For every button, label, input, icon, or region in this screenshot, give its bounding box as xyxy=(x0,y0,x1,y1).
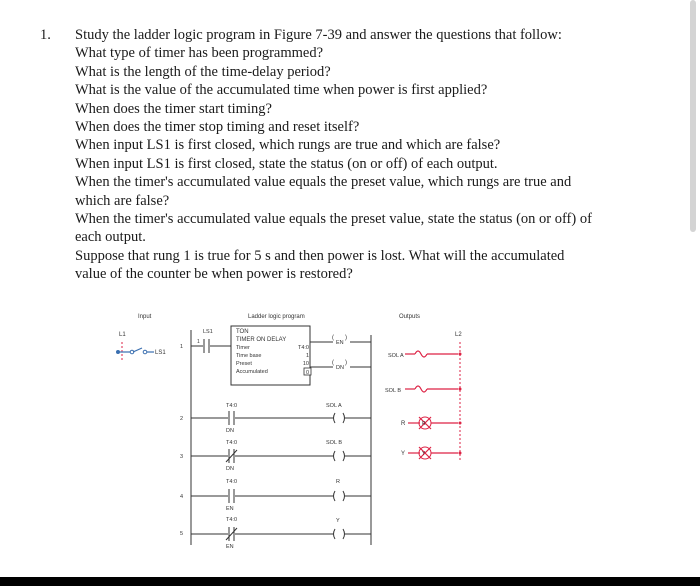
outputs-header: Outputs xyxy=(399,314,421,320)
timebase-label: Time base xyxy=(236,353,262,359)
rung-5 xyxy=(191,517,371,550)
timebase-value: 1 xyxy=(305,353,309,359)
preset-label: Preset xyxy=(236,361,252,367)
question-line: What is the length of the time-delay period? xyxy=(75,63,331,80)
timer-label: Timer xyxy=(236,345,250,351)
timer-name: TIMER ON DELAY xyxy=(236,337,287,343)
bottom-bar xyxy=(0,577,700,586)
dn-close: ) xyxy=(345,360,347,366)
output-r-inner: R xyxy=(422,421,426,427)
output-sol-a xyxy=(388,351,462,359)
rung-contact-bit: DN xyxy=(226,466,234,472)
rung-contact-addr: T4:0 xyxy=(226,440,238,446)
en-close: ) xyxy=(345,335,347,341)
rung-contact-bit: EN xyxy=(226,506,234,512)
timer-value: T4:0 xyxy=(297,345,309,351)
rung-coil-label: SOL B xyxy=(326,440,342,446)
en-open: ( xyxy=(332,335,334,341)
rung-number: 1 xyxy=(180,344,184,350)
rung-number: 5 xyxy=(180,531,184,537)
preset-value: 10 xyxy=(302,361,309,367)
program-header: Ladder logic program xyxy=(248,314,305,320)
rung-contact-addr: T4:0 xyxy=(226,479,238,485)
rung-2 xyxy=(191,403,371,434)
rung-number: 3 xyxy=(180,454,184,460)
output-y-lamp xyxy=(401,447,462,459)
rung-contact-bit: EN xyxy=(226,544,234,550)
output-sol-b-label: SOL B xyxy=(385,388,401,394)
question-line: each output. xyxy=(75,229,146,246)
rung-coil-label: Y xyxy=(336,518,340,524)
rung-coil-label: R xyxy=(336,479,340,485)
input-header: Input xyxy=(138,314,152,320)
solenoid-icon xyxy=(415,386,427,392)
coil-r xyxy=(334,491,345,501)
question-line: which are false? xyxy=(75,192,170,209)
coil-sol-b xyxy=(334,451,345,461)
input-device-label: LS1 xyxy=(155,350,166,356)
rung-coil-label: SOL A xyxy=(326,403,342,409)
output-y-label: Y xyxy=(401,451,406,457)
question-line: What type of timer has been programmed? xyxy=(75,45,324,62)
timer-en: EN xyxy=(336,340,344,346)
output-sol-b xyxy=(385,386,462,394)
output-r-lamp xyxy=(401,417,462,429)
question-line: When the timer's accumulated value equals the preset value, state the status (on or off) of xyxy=(75,211,592,228)
question-line: value of the counter be when power is restored? xyxy=(75,266,353,283)
question-line: When does the timer stop timing and reset itself? xyxy=(75,119,360,136)
rung-4 xyxy=(191,479,371,512)
rung-number: 2 xyxy=(180,416,184,422)
question-line: When the timer's accumulated value equals the preset value, which rungs are true and xyxy=(75,174,572,191)
input-ls1 xyxy=(116,348,166,356)
rung-contact-bit: DN xyxy=(226,428,234,434)
ls1-contact-addr: 1 xyxy=(197,339,200,345)
coil-y xyxy=(334,529,345,539)
rung-1 xyxy=(191,326,371,385)
rung-contact-addr: T4:0 xyxy=(226,517,238,523)
l2-label: L2 xyxy=(455,332,462,338)
question-line: When input LS1 is first closed, which rungs are true and which are false? xyxy=(75,137,501,154)
output-y-inner: Y xyxy=(422,451,426,457)
dn-open: ( xyxy=(332,360,334,366)
solenoid-icon xyxy=(415,351,427,357)
l1-label: L1 xyxy=(119,332,126,338)
question-line: Suppose that rung 1 is true for 5 s and then power is lost. What will the accumulated xyxy=(75,247,565,264)
rung-3 xyxy=(191,440,371,472)
rung-contact-addr: T4:0 xyxy=(226,403,238,409)
timer-title: TON xyxy=(236,329,249,335)
coil-sol-a xyxy=(334,413,345,423)
question-line: When does the timer start timing? xyxy=(75,100,272,117)
output-sol-a-label: SOL A xyxy=(388,353,404,359)
question-number: 1. xyxy=(40,27,51,43)
question-line: Study the ladder logic program in Figure 7-39 and answer the questions that follow: xyxy=(75,27,562,43)
timer-dn: DN xyxy=(336,365,344,371)
accum-label: Accumulated xyxy=(236,369,268,375)
rung-number: 4 xyxy=(180,494,184,500)
accum-value: 0 xyxy=(305,370,309,376)
question-line: What is the value of the accumulated time when power is first applied? xyxy=(75,82,488,99)
output-r-label: R xyxy=(401,421,406,427)
ls1-contact-label: LS1 xyxy=(203,329,213,335)
question-line: When input LS1 is first closed, state the status (on or off) of each output. xyxy=(75,155,498,172)
